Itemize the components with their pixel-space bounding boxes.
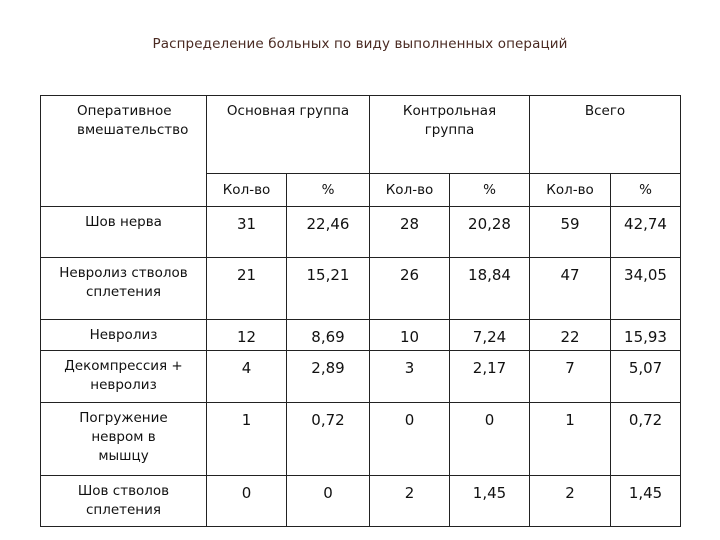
row-label-line: невролиз: [90, 377, 157, 393]
subheader-percent: %: [611, 174, 681, 207]
row-label-line: Шов нерва: [85, 214, 162, 230]
subheader-count: Кол-во: [370, 174, 450, 207]
cell-value: 26: [370, 258, 450, 320]
subheader-percent: %: [287, 174, 370, 207]
cell-value: 2,17: [450, 351, 530, 403]
table-row: [41, 258, 681, 320]
row-label: [41, 258, 207, 320]
table-row: [41, 403, 681, 476]
row-label: [41, 476, 207, 527]
cell-value: 8,69: [287, 320, 370, 351]
row-label-line: Декомпрессия +: [64, 358, 183, 374]
cell-value: 7,24: [450, 320, 530, 351]
row-label-line: мышцу: [98, 448, 149, 464]
header-control-group: [370, 96, 530, 174]
cell-value: 1,45: [611, 476, 681, 527]
cell-value: 2: [370, 476, 450, 527]
subheader-count: Кол-во: [530, 174, 611, 207]
table-row: [41, 476, 681, 527]
cell-value: 0: [207, 476, 287, 527]
row-label-line: невром в: [91, 429, 156, 445]
header-operation-line1: Оперативное: [77, 103, 172, 119]
header-operation: [41, 96, 207, 207]
cell-value: 18,84: [450, 258, 530, 320]
cell-value: 0: [370, 403, 450, 476]
row-label: [41, 403, 207, 476]
cell-value: 1: [207, 403, 287, 476]
cell-value: 42,74: [611, 207, 681, 258]
operations-table: [40, 95, 681, 527]
cell-value: 15,93: [611, 320, 681, 351]
row-label-line: Шов стволов: [77, 483, 170, 499]
cell-value: 12: [207, 320, 287, 351]
page-title: Распределение больных по виду выполненных операций: [152, 36, 568, 52]
cell-value: 1: [530, 403, 611, 476]
table-row: [41, 351, 681, 403]
subheader-count: Кол-во: [207, 174, 287, 207]
cell-value: 1,45: [450, 476, 530, 527]
cell-value: 0: [450, 403, 530, 476]
cell-value: 21: [207, 258, 287, 320]
row-label-line: Невролиз: [89, 327, 158, 343]
cell-value: 15,21: [287, 258, 370, 320]
row-label-line: Невролиз стволов: [59, 265, 188, 281]
cell-value: 2: [530, 476, 611, 527]
cell-value: 31: [207, 207, 287, 258]
cell-value: 34,05: [611, 258, 681, 320]
row-label-line: Погружение: [79, 410, 168, 426]
cell-value: 59: [530, 207, 611, 258]
table-row: [41, 320, 681, 351]
cell-value: 22,46: [287, 207, 370, 258]
row-label: [41, 351, 207, 403]
table-row: [41, 207, 681, 258]
cell-value: 47: [530, 258, 611, 320]
header-control-line1: Контрольная: [402, 103, 497, 119]
cell-value: 4: [207, 351, 287, 403]
header-row: [41, 96, 681, 174]
cell-value: 20,28: [450, 207, 530, 258]
header-main-group: Основная группа: [207, 96, 370, 174]
row-label: [41, 320, 207, 351]
cell-value: 0,72: [611, 403, 681, 476]
cell-value: 5,07: [611, 351, 681, 403]
subheader-percent: %: [450, 174, 530, 207]
row-label-line: сплетения: [85, 502, 162, 518]
cell-value: 0,72: [287, 403, 370, 476]
header-control-line2: группа: [424, 122, 475, 138]
header-total: Всего: [530, 96, 681, 174]
row-label-line: сплетения: [85, 284, 162, 300]
cell-value: 22: [530, 320, 611, 351]
row-label: [41, 207, 207, 258]
cell-value: 2,89: [287, 351, 370, 403]
header-operation-line2: вмешательство: [77, 122, 189, 138]
cell-value: 10: [370, 320, 450, 351]
cell-value: 0: [287, 476, 370, 527]
cell-value: 28: [370, 207, 450, 258]
cell-value: 3: [370, 351, 450, 403]
cell-value: 7: [530, 351, 611, 403]
